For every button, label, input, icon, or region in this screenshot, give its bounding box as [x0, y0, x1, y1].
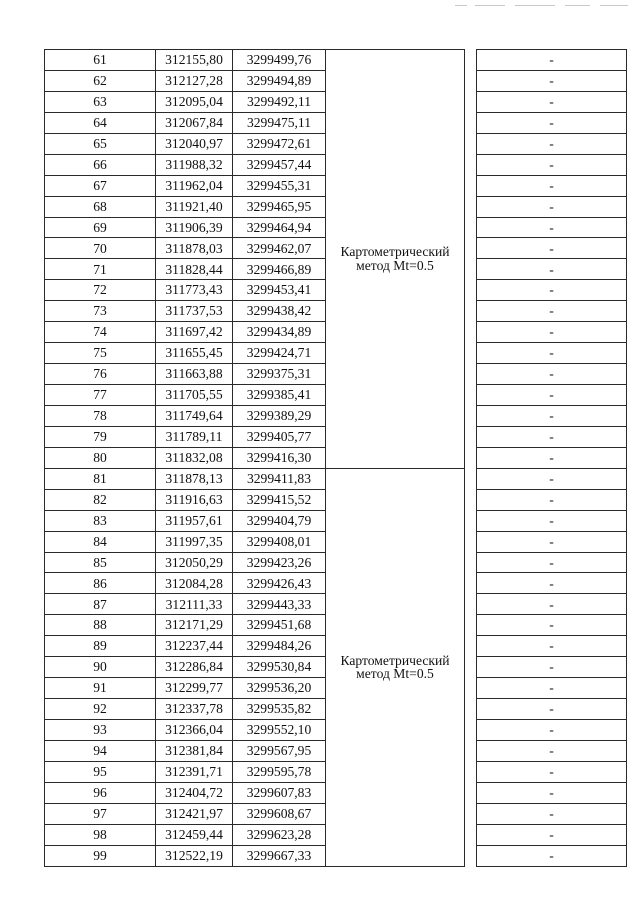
- x-coordinate-cell: 312299,77: [156, 678, 233, 699]
- y-coordinate-cell: 3299411,83: [233, 468, 326, 489]
- x-coordinate-cell: 312337,78: [156, 699, 233, 720]
- point-number-cell: 88: [45, 615, 156, 636]
- point-number-cell: 66: [45, 154, 156, 175]
- method-cell: [326, 468, 465, 866]
- y-coordinate-cell: 3299608,67: [233, 803, 326, 824]
- x-coordinate-cell: 312286,84: [156, 657, 233, 678]
- table-row: [45, 468, 627, 489]
- note-cell: -: [477, 280, 627, 301]
- point-number-cell: 70: [45, 238, 156, 259]
- x-coordinate-cell: 311988,32: [156, 154, 233, 175]
- y-coordinate-cell: 3299535,82: [233, 699, 326, 720]
- x-coordinate-cell: 312381,84: [156, 740, 233, 761]
- y-coordinate-cell: 3299423,26: [233, 552, 326, 573]
- x-coordinate-cell: 311997,35: [156, 531, 233, 552]
- point-number-cell: 85: [45, 552, 156, 573]
- x-coordinate-cell: 312127,28: [156, 70, 233, 91]
- y-coordinate-cell: 3299457,44: [233, 154, 326, 175]
- y-coordinate-cell: 3299424,71: [233, 343, 326, 364]
- note-cell: -: [477, 301, 627, 322]
- x-coordinate-cell: 312237,44: [156, 636, 233, 657]
- note-cell: -: [477, 803, 627, 824]
- x-coordinate-cell: 311957,61: [156, 510, 233, 531]
- y-coordinate-cell: 3299408,01: [233, 531, 326, 552]
- method-line-1: Картометрический: [340, 652, 450, 668]
- x-coordinate-cell: 312366,04: [156, 720, 233, 741]
- x-coordinate-cell: 312084,28: [156, 573, 233, 594]
- coordinates-table: [44, 49, 627, 867]
- note-cell: -: [477, 70, 627, 91]
- point-number-cell: 98: [45, 824, 156, 845]
- point-number-cell: 84: [45, 531, 156, 552]
- note-cell: -: [477, 196, 627, 217]
- y-coordinate-cell: 3299472,61: [233, 133, 326, 154]
- method-line-2: метод Mt=0.5: [356, 666, 434, 682]
- point-number-cell: 91: [45, 678, 156, 699]
- note-cell: -: [477, 699, 627, 720]
- note-cell: -: [477, 154, 627, 175]
- x-coordinate-cell: 312067,84: [156, 112, 233, 133]
- y-coordinate-cell: 3299405,77: [233, 426, 326, 447]
- y-coordinate-cell: 3299443,33: [233, 594, 326, 615]
- x-coordinate-cell: 312050,29: [156, 552, 233, 573]
- y-coordinate-cell: 3299475,11: [233, 112, 326, 133]
- note-cell: -: [477, 782, 627, 803]
- x-coordinate-cell: 311828,44: [156, 259, 233, 280]
- point-number-cell: 65: [45, 133, 156, 154]
- note-cell: -: [477, 447, 627, 468]
- y-coordinate-cell: 3299462,07: [233, 238, 326, 259]
- x-coordinate-cell: 312522,19: [156, 845, 233, 866]
- x-coordinate-cell: 311663,88: [156, 364, 233, 385]
- scan-artifact-top: [455, 5, 630, 7]
- note-cell: -: [477, 343, 627, 364]
- y-coordinate-cell: 3299466,89: [233, 259, 326, 280]
- point-number-cell: 82: [45, 489, 156, 510]
- note-cell: -: [477, 720, 627, 741]
- x-coordinate-cell: 311737,53: [156, 301, 233, 322]
- x-coordinate-cell: 311916,63: [156, 489, 233, 510]
- note-cell: -: [477, 259, 627, 280]
- point-number-cell: 76: [45, 364, 156, 385]
- x-coordinate-cell: 311655,45: [156, 343, 233, 364]
- y-coordinate-cell: 3299438,42: [233, 301, 326, 322]
- x-coordinate-cell: 311749,64: [156, 405, 233, 426]
- y-coordinate-cell: 3299415,52: [233, 489, 326, 510]
- y-coordinate-cell: 3299494,89: [233, 70, 326, 91]
- y-coordinate-cell: 3299389,29: [233, 405, 326, 426]
- point-number-cell: 80: [45, 447, 156, 468]
- x-coordinate-cell: 312171,29: [156, 615, 233, 636]
- y-coordinate-cell: 3299595,78: [233, 761, 326, 782]
- x-coordinate-cell: 312040,97: [156, 133, 233, 154]
- note-cell: -: [477, 489, 627, 510]
- x-coordinate-cell: 311789,11: [156, 426, 233, 447]
- note-cell: -: [477, 364, 627, 385]
- note-cell: -: [477, 531, 627, 552]
- y-coordinate-cell: 3299492,11: [233, 91, 326, 112]
- point-number-cell: 69: [45, 217, 156, 238]
- y-coordinate-cell: 3299530,84: [233, 657, 326, 678]
- point-number-cell: 71: [45, 259, 156, 280]
- spacer-cell: [465, 50, 477, 867]
- note-cell: -: [477, 133, 627, 154]
- y-coordinate-cell: 3299404,79: [233, 510, 326, 531]
- y-coordinate-cell: 3299426,43: [233, 573, 326, 594]
- note-cell: -: [477, 50, 627, 71]
- note-cell: -: [477, 615, 627, 636]
- note-cell: -: [477, 217, 627, 238]
- y-coordinate-cell: 3299567,95: [233, 740, 326, 761]
- point-number-cell: 97: [45, 803, 156, 824]
- x-coordinate-cell: 311773,43: [156, 280, 233, 301]
- y-coordinate-cell: 3299667,33: [233, 845, 326, 866]
- note-cell: -: [477, 238, 627, 259]
- note-cell: -: [477, 405, 627, 426]
- point-number-cell: 89: [45, 636, 156, 657]
- point-number-cell: 94: [45, 740, 156, 761]
- note-cell: -: [477, 510, 627, 531]
- point-number-cell: 93: [45, 720, 156, 741]
- point-number-cell: 73: [45, 301, 156, 322]
- x-coordinate-cell: 311878,13: [156, 468, 233, 489]
- note-cell: -: [477, 91, 627, 112]
- x-coordinate-cell: 311705,55: [156, 385, 233, 406]
- note-cell: -: [477, 678, 627, 699]
- y-coordinate-cell: 3299484,26: [233, 636, 326, 657]
- y-coordinate-cell: 3299375,31: [233, 364, 326, 385]
- point-number-cell: 62: [45, 70, 156, 91]
- point-number-cell: 61: [45, 50, 156, 71]
- point-number-cell: 77: [45, 385, 156, 406]
- x-coordinate-cell: 312095,04: [156, 91, 233, 112]
- point-number-cell: 64: [45, 112, 156, 133]
- point-number-cell: 63: [45, 91, 156, 112]
- y-coordinate-cell: 3299451,68: [233, 615, 326, 636]
- note-cell: -: [477, 657, 627, 678]
- y-coordinate-cell: 3299552,10: [233, 720, 326, 741]
- table-row: [45, 50, 627, 71]
- point-number-cell: 75: [45, 343, 156, 364]
- point-number-cell: 67: [45, 175, 156, 196]
- y-coordinate-cell: 3299455,31: [233, 175, 326, 196]
- note-cell: -: [477, 468, 627, 489]
- method-line-2: метод Mt=0.5: [356, 257, 434, 273]
- point-number-cell: 96: [45, 782, 156, 803]
- y-coordinate-cell: 3299453,41: [233, 280, 326, 301]
- point-number-cell: 68: [45, 196, 156, 217]
- y-coordinate-cell: 3299499,76: [233, 50, 326, 71]
- note-cell: -: [477, 594, 627, 615]
- point-number-cell: 90: [45, 657, 156, 678]
- note-cell: -: [477, 740, 627, 761]
- note-cell: -: [477, 761, 627, 782]
- note-cell: -: [477, 636, 627, 657]
- y-coordinate-cell: 3299464,94: [233, 217, 326, 238]
- x-coordinate-cell: 311832,08: [156, 447, 233, 468]
- y-coordinate-cell: 3299607,83: [233, 782, 326, 803]
- x-coordinate-cell: 311697,42: [156, 322, 233, 343]
- x-coordinate-cell: 312111,33: [156, 594, 233, 615]
- note-cell: -: [477, 112, 627, 133]
- x-coordinate-cell: 312155,80: [156, 50, 233, 71]
- y-coordinate-cell: 3299536,20: [233, 678, 326, 699]
- method-line-1: Картометрический: [340, 244, 450, 260]
- coordinates-table-body: [45, 50, 627, 867]
- point-number-cell: 83: [45, 510, 156, 531]
- point-number-cell: 99: [45, 845, 156, 866]
- note-cell: -: [477, 845, 627, 866]
- y-coordinate-cell: 3299416,30: [233, 447, 326, 468]
- note-cell: -: [477, 824, 627, 845]
- point-number-cell: 72: [45, 280, 156, 301]
- point-number-cell: 92: [45, 699, 156, 720]
- x-coordinate-cell: 311962,04: [156, 175, 233, 196]
- note-cell: -: [477, 385, 627, 406]
- method-cell: [326, 50, 465, 469]
- point-number-cell: 86: [45, 573, 156, 594]
- x-coordinate-cell: 312391,71: [156, 761, 233, 782]
- note-cell: -: [477, 552, 627, 573]
- point-number-cell: 87: [45, 594, 156, 615]
- x-coordinate-cell: 312404,72: [156, 782, 233, 803]
- x-coordinate-cell: 311906,39: [156, 217, 233, 238]
- note-cell: -: [477, 426, 627, 447]
- x-coordinate-cell: 312421,97: [156, 803, 233, 824]
- note-cell: -: [477, 175, 627, 196]
- y-coordinate-cell: 3299623,28: [233, 824, 326, 845]
- point-number-cell: 95: [45, 761, 156, 782]
- point-number-cell: 74: [45, 322, 156, 343]
- point-number-cell: 78: [45, 405, 156, 426]
- x-coordinate-cell: 311921,40: [156, 196, 233, 217]
- x-coordinate-cell: 311878,03: [156, 238, 233, 259]
- point-number-cell: 79: [45, 426, 156, 447]
- note-cell: -: [477, 322, 627, 343]
- note-cell: -: [477, 573, 627, 594]
- y-coordinate-cell: 3299465,95: [233, 196, 326, 217]
- y-coordinate-cell: 3299385,41: [233, 385, 326, 406]
- y-coordinate-cell: 3299434,89: [233, 322, 326, 343]
- point-number-cell: 81: [45, 468, 156, 489]
- x-coordinate-cell: 312459,44: [156, 824, 233, 845]
